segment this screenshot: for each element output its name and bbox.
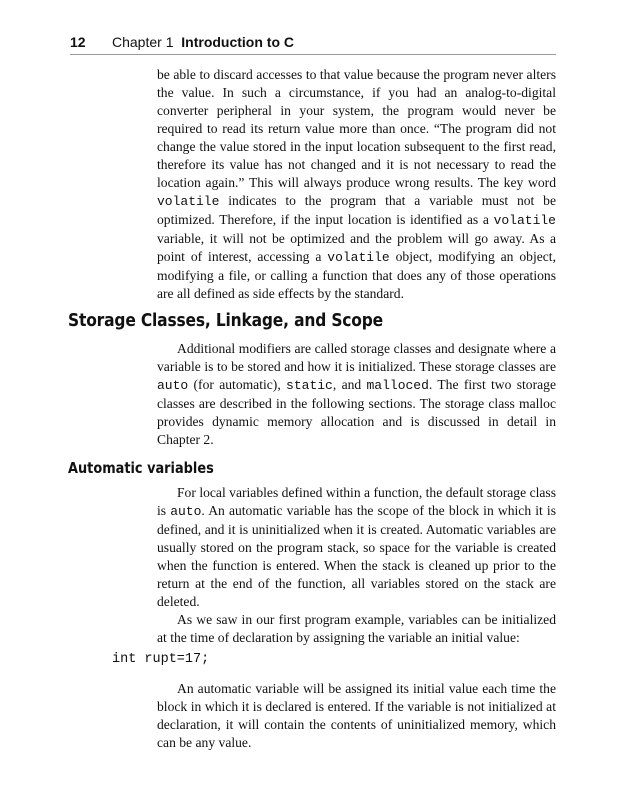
intro-text-4: object, modifying an object, modifying a file, or calling a function that does any of those operations are all defined as side effects by the standard. (157, 249, 556, 301)
code-auto-2: auto (170, 504, 202, 519)
code-auto: auto (157, 378, 189, 393)
intro-text-3: variable, it will not be optimized and the problem will go away. As a point of interest, accessing a (157, 231, 556, 264)
automatic-paragraph-1 (157, 484, 556, 611)
intro-paragraph (157, 66, 556, 303)
code-volatile-1: volatile (157, 194, 220, 209)
chapter-reference (112, 34, 294, 50)
code-static: static (286, 378, 333, 393)
automatic-paragraphs (157, 484, 556, 647)
section-text-3: , and (332, 377, 367, 392)
intro-text-1: be able to discard accesses to that value because the program never alters the value. In such a circumstance, if you had an analog-to-digital converter peripheral in your system, the program would never be required to read its return value more than once. “The program did not change the value stored in the input location subsequent to the first read, therefore its value has not changed and it is not necessary to read the location again.” This will always produce wrong results. The key word (157, 67, 556, 190)
section-paragraph (157, 340, 556, 449)
running-header (70, 32, 556, 55)
code-volatile-3: volatile (327, 250, 390, 265)
automatic-paragraph-3: An automatic variable will be assigned its initial value each time the block in which it is declared is entered. If the variable is not initialized at declaration, it will contain the contents of uninitialized memory, which can be any value. (157, 681, 556, 750)
section-heading: Storage Classes, Linkage, and Scope (68, 310, 384, 331)
section-text-2: (for automatic), (188, 377, 287, 392)
section-text (157, 340, 556, 449)
automatic-text-1: For local variables defined within a function, the default storage class is (157, 485, 556, 518)
intro-text-2: indicates to the program that a variable must not be optimized. Therefore, if the input location is identified as a (157, 193, 556, 227)
intro-text (157, 66, 556, 303)
code-volatile-2: volatile (493, 213, 556, 228)
automatic-text-2: . An automatic variable has the scope of the block in which it is defined, and it is uninitialized when it is created. Automatic variables are usually stored on the program stack, so space for the variable is created when the function is entered. When the stack is cleaned up prior to the return at the end of the function, all variables stored on the stack are deleted. (157, 503, 556, 609)
subsection-heading: Automatic variables (68, 459, 214, 477)
automatic-paragraph-2: As we saw in our first program example, variables can be initialized at the time of declaration by assigning the variable an initial value: (157, 612, 556, 645)
automatic-paragraph-3-block (157, 680, 556, 752)
code-malloced: malloced (366, 378, 429, 393)
code-example: int rupt=17; (112, 652, 210, 667)
section-text-1: Additional modifiers are called storage classes and designate where a variable is to be stored and how it is initialized. These storage classes are (157, 341, 556, 374)
chapter-title: Introduction to C (181, 34, 295, 50)
page-number: 12 (70, 34, 86, 50)
chapter-label: Chapter 1 (112, 34, 174, 50)
section-text-4: . The first two storage classes are described in the following sections. The storage class malloc provides dynamic memory allocation and is discussed in detail in Chapter 2. (157, 377, 556, 447)
